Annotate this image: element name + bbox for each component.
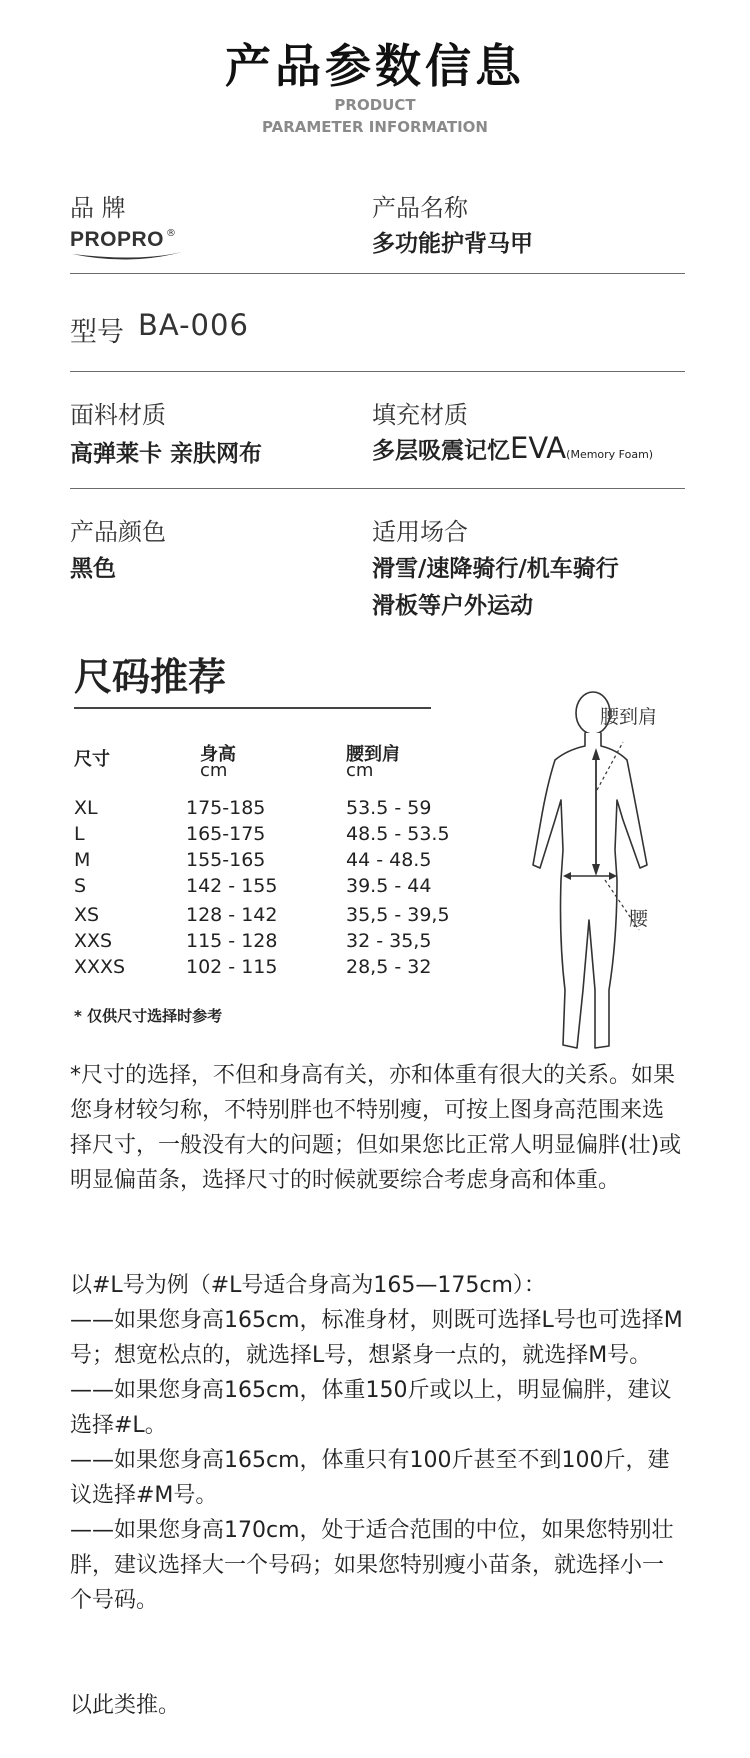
registered-mark-icon: ® [166,228,176,239]
guide-text: ——如果您身高165cm，标准身材，则既可选择L号也可选择M号；想宽松点的，就选择L号，想紧身一点的，就选择M号。 [70,1308,683,1368]
usage-value-line2: 滑板等户外运动 [372,593,533,619]
size-cell: XXXS [74,956,126,978]
guide-text: ——如果您身高165cm，体重150斤或以上，明显偏胖，建议选择#L。 [70,1378,672,1438]
height-cell: 155-165 [186,849,266,871]
brand-label: 品 牌 [70,194,126,222]
guide-text: 以#L号为例（#L号适合身高为165—175cm）： [70,1273,546,1298]
filling-value-cn: 多层吸震记忆 [372,438,510,464]
col-height-unit: cm [200,760,228,781]
size-heading: 尺码推荐 [74,655,227,699]
usage-value-line1: 滑雪/速降骑行/机车骑行 [372,556,619,582]
col-waist-header: 腰到肩 [346,744,400,765]
divider [70,273,685,274]
guide-text: 以此类推。 [70,1693,181,1718]
brand-logo-text: PROPRO [70,228,165,251]
filling-value-note: (Memory Foam) [566,448,654,461]
filling-value-en: EVA [510,431,567,465]
height-cell: 102 - 115 [186,956,278,978]
model-label: 型号 [70,317,124,348]
color-label: 产品颜色 [70,518,166,546]
height-cell: 165-175 [186,823,266,845]
size-heading-underline [74,707,431,709]
height-cell: 142 - 155 [186,875,278,897]
product-name-label: 产品名称 [372,194,468,222]
body-figure-icon [505,690,675,1060]
model-value: BA-006 [138,308,249,342]
usage-label: 适用场合 [372,518,468,546]
size-cell: L [74,823,85,845]
guide-paragraph-2 [70,1268,685,1618]
height-cell: 128 - 142 [186,904,278,926]
guide-text: ——如果您身高165cm，体重只有100斤甚至不到100斤，建议选择#M号。 [70,1448,670,1508]
waist-cell: 35,5 - 39,5 [346,904,450,926]
waist-cell: 39.5 - 44 [346,875,432,897]
color-value: 黑色 [70,556,116,582]
size-cell: M [74,849,91,871]
size-footnote: * 仅供尺寸选择时参考 [74,1007,223,1025]
waist-cell: 32 - 35,5 [346,930,432,952]
size-cell: XS [74,904,100,926]
col-height-header: 身高 [200,744,236,765]
divider [70,488,685,489]
height-cell: 175-185 [186,797,266,819]
size-cell: XL [74,797,98,819]
height-cell: 115 - 128 [186,930,278,952]
waist-cell: 28,5 - 32 [346,956,432,978]
guide-text: *尺寸的选择，不但和身高有关，亦和体重有很大的关系。如果您身材较匀称，不特别胖也不特别瘦，可按上图身高范围来选择尺寸，一般没有大的问题；但如果您比正常人明显偏胖(壮)或明显偏苗条，选择尺寸的时候就要综合考虑身高和体重。 [70,1063,682,1193]
waist-cell: 53.5 - 59 [346,797,432,819]
page-title: 产品参数信息 [225,39,525,93]
size-cell: XXS [74,930,113,952]
size-cell: S [74,875,87,897]
col-waist-unit: cm [346,760,374,781]
filling-value [372,431,653,465]
waist-cell: 48.5 - 53.5 [346,823,450,845]
waist-cell: 44 - 48.5 [346,849,432,871]
col-size-header: 尺寸 [74,749,110,770]
fabric-label: 面料材质 [70,401,166,429]
guide-paragraph-1 [70,1058,685,1198]
page-subtitle-line1: PRODUCT [334,96,416,114]
guide-text: ——如果您身高170cm，处于适合范围的中位，如果您特别壮胖，建议选择大一个号码；如果您特别瘦小苗条，就选择小一个号码。 [70,1518,674,1613]
guide-paragraph-3 [70,1688,685,1723]
page-subtitle-line2: PARAMETER INFORMATION [262,118,488,136]
divider [70,371,685,372]
figure-label-waist: 腰 [629,908,649,930]
product-name-value: 多功能护背马甲 [372,231,533,257]
fabric-value: 高弹莱卡 亲肤网布 [70,441,263,467]
filling-label: 填充材质 [372,401,468,429]
brand-logo [70,228,200,266]
figure-label-shoulder: 腰到肩 [600,706,658,728]
